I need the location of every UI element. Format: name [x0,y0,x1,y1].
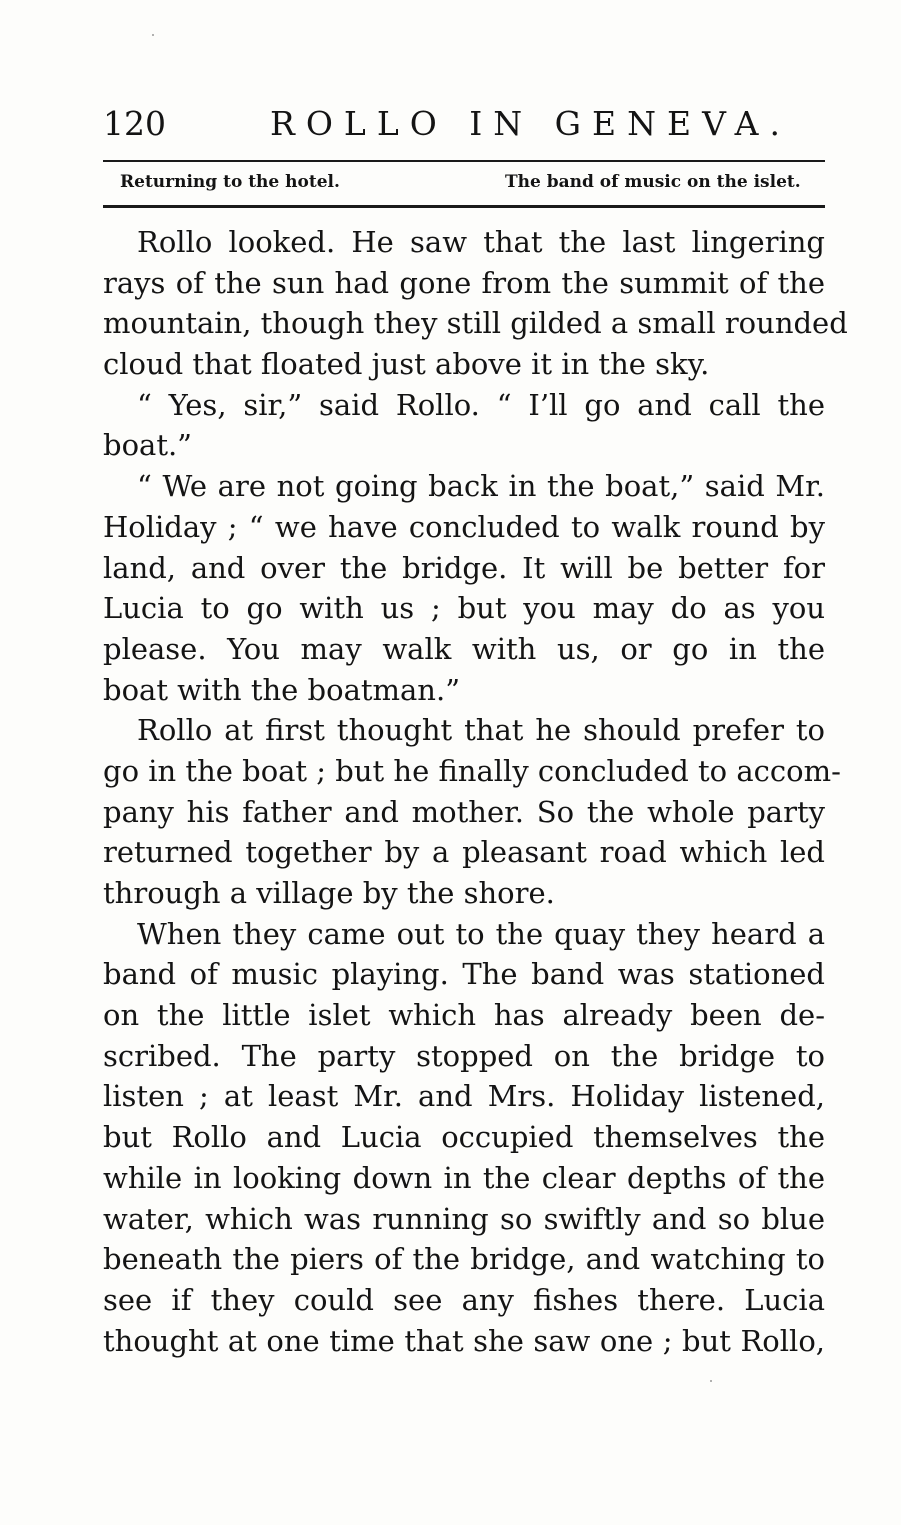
text-line: Rollo looked. He saw that the last lingering [137,225,825,259]
speck [710,1380,712,1382]
text-line: Rollo at first thought that he should prefer to [137,713,825,748]
text-line: through a village by the shore. [103,876,555,910]
text-line: Lucia to go with us ; but you may do as you [103,591,825,626]
text-line: “ We are not going back in the boat,” said Mr. [137,469,825,504]
header-rule-bottom [103,205,825,208]
text-line: listen ; at least Mr. and Mrs. Holiday listened, [103,1079,825,1114]
text-line: cloud that floated just above it in the sky. [103,347,710,382]
text-line: please. You may walk with us, or go in the [103,631,825,666]
text-line: beneath the piers of the bridge, and watching to [103,1242,825,1277]
text-line: while in looking down in the clear depths of the [103,1160,825,1195]
text-line: returned together by a pleasant road which led [103,835,825,870]
text-line: thought at one time that she saw one ; but Rollo, [103,1323,825,1358]
text-line: rays of the sun had gone from the summit of the [103,265,825,300]
subhead-right: The band of music on the islet. [505,172,801,192]
page-number: 120 [103,104,166,143]
text-line: scribed. The party stopped on the bridge to [103,1038,825,1073]
header-rule-top [103,160,825,162]
text-line: boat.” [103,428,193,463]
speck [152,34,154,36]
text-line: go in the boat ; but he finally concluded to accom- [103,753,841,788]
text-line: water, which was running so swiftly and so blue [103,1201,825,1236]
text-line: but Rollo and Lucia occupied themselves the [103,1120,825,1155]
text-line: mountain, though they still gilded a small rounded [103,306,848,341]
text-line: band of music playing. The band was stationed [103,957,825,992]
running-title: ROLLO IN GENEVA. [270,104,792,143]
text-line: on the little islet which has already been de- [103,998,825,1033]
text-line: Holiday ; “ we have concluded to walk round by [103,509,825,544]
subhead-left: Returning to the hotel. [120,172,340,192]
section-subheads [120,172,820,200]
body-text [103,222,848,1361]
text-line: When they came out to the quay they heard a [137,916,825,951]
text-line: pany his father and mother. So the whole party [103,794,825,829]
text-line: “ Yes, sir,” said Rollo. “ I’ll go and call the [137,387,825,422]
text-line: boat with the boatman.” [103,672,461,707]
page-header [103,104,825,148]
text-line: see if they could see any fishes there. Lucia [103,1282,825,1317]
text-line: land, and over the bridge. It will be better for [103,550,825,585]
